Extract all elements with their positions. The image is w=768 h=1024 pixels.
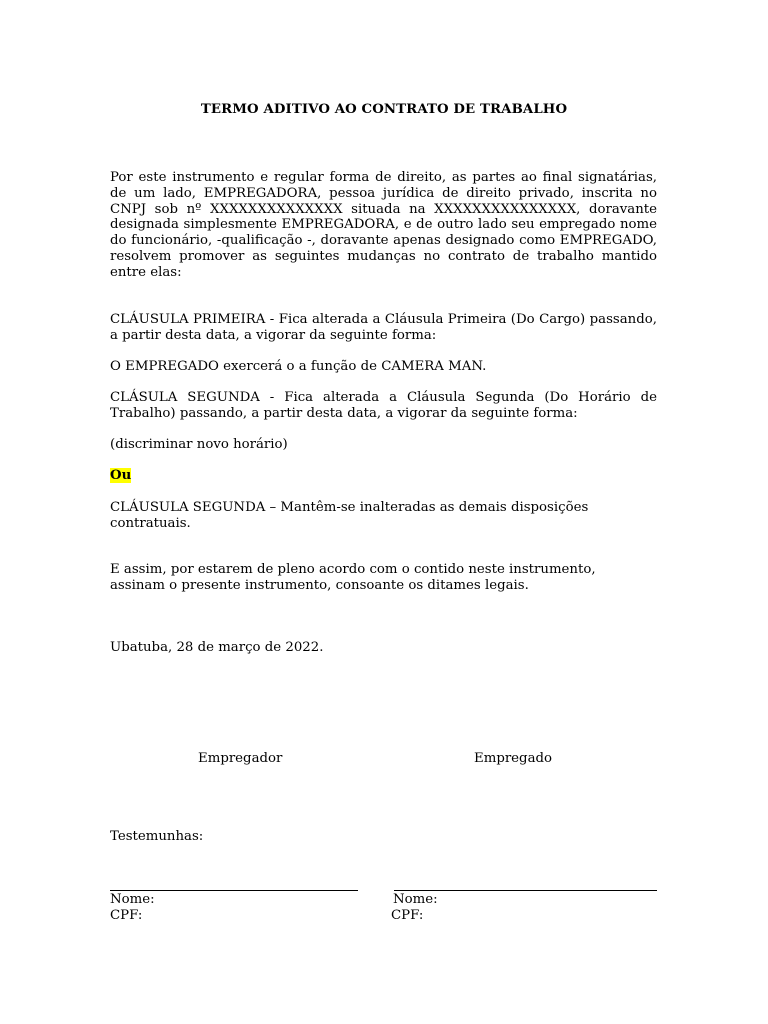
or-separator — [110, 468, 657, 484]
clause-1: CLÁUSULA PRIMEIRA - Fica alterada a Cláusula Primeira (Do Cargo) passando, a partir desta data, a vigorar da seguinte forma: — [110, 312, 657, 343]
witness-2-signature-line — [394, 890, 657, 891]
witness-1-name-label: Nome: — [110, 892, 155, 907]
witness-2-name-label: Nome: — [393, 892, 438, 907]
or-highlight: Ou — [110, 468, 132, 483]
clause-2-detail: (discriminar novo horário) — [110, 437, 288, 452]
witness-1-signature-line — [110, 890, 358, 891]
closing-paragraph: E assim, por estarem de pleno acordo com o contido neste instrumento, assinam o presente instrumento, consoante os ditames legais. — [110, 562, 596, 593]
clause-2-alternative: CLÁUSULA SEGUNDA – Mantêm-se inalteradas as demais disposições contratuais. — [110, 500, 589, 531]
employee-signature-label: Empregado — [474, 751, 553, 766]
witness-2-cpf-label: CPF: — [391, 908, 424, 923]
clause-1-detail: O EMPREGADO exercerá o a função de CAMERA MAN. — [110, 359, 487, 374]
witness-1-cpf-label: CPF: — [110, 908, 143, 923]
intro-paragraph: Por este instrumento e regular forma de direito, as partes ao final signatárias, de um lado, EMPREGADORA, pessoa jurídica de direito privado, inscrita no CNPJ sob nº XXXXXXXXXXXXXX situada na XXXXXXXXXXXXXXX, doravante designada simplesmente EMPREGADORA, e de outro lado seu empregado nome do funcionário, -qualificação -, doravante apenas designado como EMPREGADO, resolvem promover as seguintes mudanças no contrato de trabalho mantido entre elas: — [110, 170, 657, 280]
employer-signature-label: Empregador — [198, 751, 283, 766]
clause-2: CLÁSULA SEGUNDA - Fica alterada a Cláusula Segunda (Do Horário de Trabalho) passando, a partir desta data, a vigorar da seguinte forma: — [110, 390, 657, 421]
witnesses-label: Testemunhas: — [110, 829, 204, 844]
document-title: TERMO ADITIVO AO CONTRATO DE TRABALHO — [200, 102, 568, 117]
place-date: Ubatuba, 28 de março de 2022. — [110, 640, 324, 655]
